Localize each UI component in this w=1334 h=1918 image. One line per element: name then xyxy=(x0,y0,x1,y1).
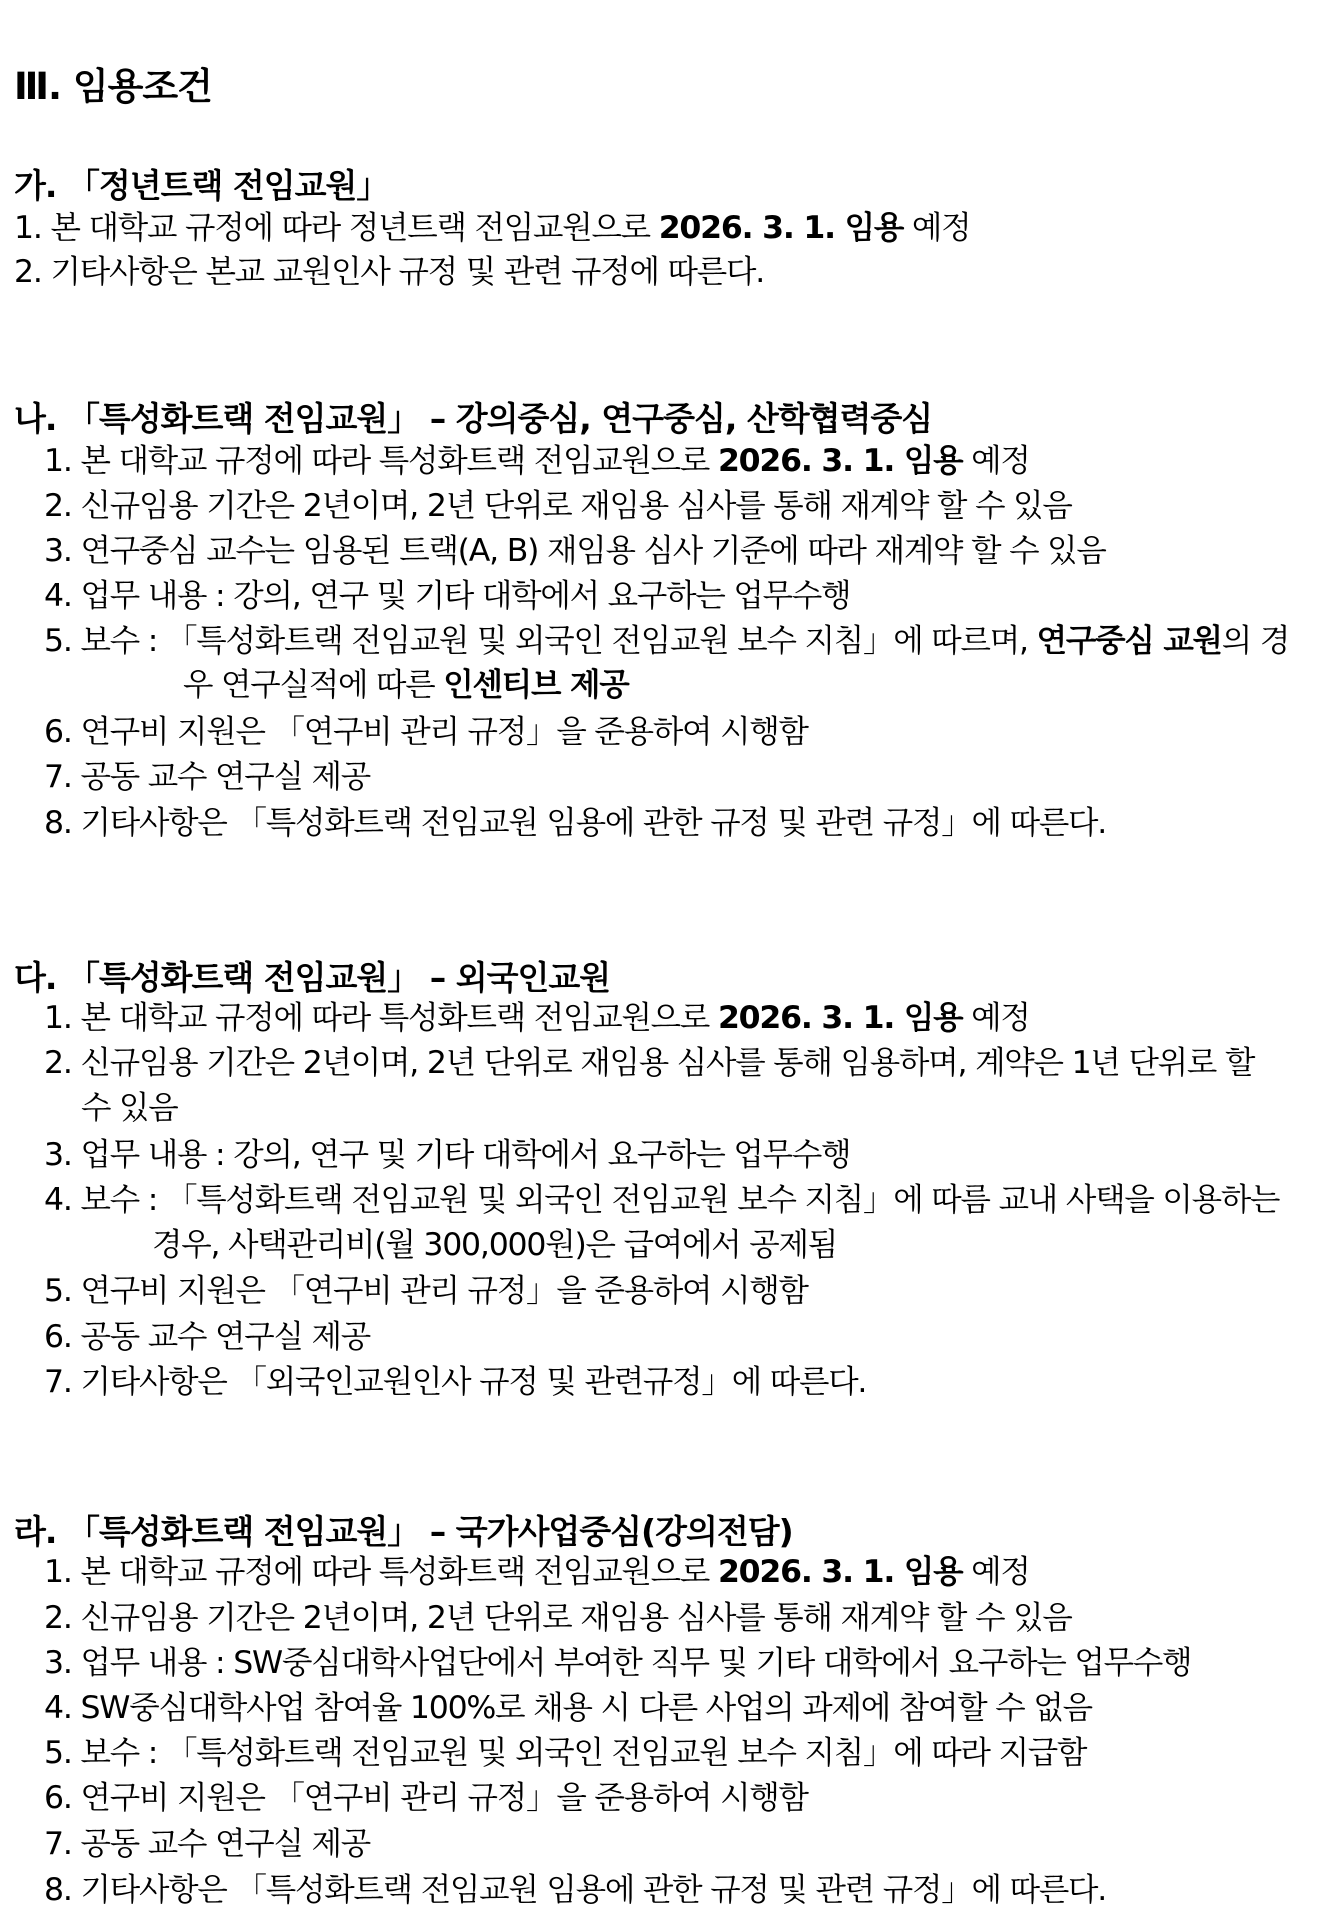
list-item xyxy=(44,488,1072,524)
item-number: 6. xyxy=(44,1780,72,1816)
item-number: 2. xyxy=(44,1600,72,1636)
item-text: SW중심대학사업 참여율 100%로 채용 시 다른 사업의 과제에 참여할 수 없음 xyxy=(80,1690,1092,1726)
list-item xyxy=(44,1690,1092,1726)
item-text: 연구비 지원은 「연구비 관리 규정」을 준용하여 시행함 xyxy=(80,1273,808,1309)
item-text-bold: 2026. 3. 1. 임용 xyxy=(717,443,963,479)
item-number: 4. xyxy=(44,578,72,614)
page-title: Ⅲ. 임용조건 xyxy=(14,65,212,108)
item-number: 7. xyxy=(44,1364,72,1400)
item-text: 기타사항은 「특성화트랙 전임교원 임용에 관한 규정 및 관련 규정」에 따른다. xyxy=(80,1872,1107,1908)
item-number: 4. xyxy=(44,1182,72,1218)
item-text: 신규임용 기간은 2년이며, 2년 단위로 재임용 심사를 통해 임용하며, 계약은 1년 단위로 할 xyxy=(80,1045,1255,1081)
item-text-bold: 인센티브 제공 xyxy=(443,667,629,703)
item-text: 기타사항은 「특성화트랙 전임교원 임용에 관한 규정 및 관련 규정」에 따른다. xyxy=(80,805,1107,841)
item-number: 2. xyxy=(14,254,42,290)
list-item xyxy=(44,1735,1087,1771)
item-text-bold: 2026. 3. 1. 임용 xyxy=(717,1554,963,1590)
item-number: 2. xyxy=(44,1045,72,1081)
list-item xyxy=(44,805,1107,841)
list-item xyxy=(44,443,1030,479)
item-number: 1. xyxy=(44,443,72,479)
item-number: 1. xyxy=(44,1000,72,1036)
item-text: 보수 : 「특성화트랙 전임교원 및 외국인 전임교원 보수 지침」에 따름 교내 사택을 이용하는 xyxy=(80,1182,1280,1218)
item-number: 3. xyxy=(44,1645,72,1681)
item-text-bold: 2026. 3. 1. 임용 xyxy=(717,1000,963,1036)
item-text: 신규임용 기간은 2년이며, 2년 단위로 재임용 심사를 통해 재계약 할 수 있음 xyxy=(80,1600,1072,1636)
item-text: 업무 내용 : SW중심대학사업단에서 부여한 직무 및 기타 대학에서 요구하는 업무수행 xyxy=(80,1645,1192,1681)
item-text: 예정 xyxy=(903,210,971,246)
item-text: 본 대학교 규정에 따라 특성화트랙 전임교원으로 xyxy=(80,1000,718,1036)
list-item xyxy=(44,1319,370,1355)
list-item xyxy=(14,254,765,290)
item-number: 4. xyxy=(44,1690,72,1726)
list-item xyxy=(44,578,851,614)
item-number: 8. xyxy=(44,1872,72,1908)
item-text: 예정 xyxy=(962,443,1030,479)
item-number: 2. xyxy=(44,488,72,524)
section-heading-ga: 가. 「정년트랙 전임교원」 xyxy=(14,166,389,205)
list-item xyxy=(44,1872,1107,1908)
list-item xyxy=(44,623,1290,659)
item-text-bold: 2026. 3. 1. 임용 xyxy=(658,210,904,246)
item-text: 보수 : 「특성화트랙 전임교원 및 외국인 전임교원 보수 지침」에 따라 지급함 xyxy=(80,1735,1087,1771)
item-number: 1. xyxy=(44,1554,72,1590)
item-text: 본 대학교 규정에 따라 정년트랙 전임교원으로 xyxy=(50,210,659,246)
section-heading-da: 다. 「특성화트랙 전임교원」 – 외국인교원 xyxy=(14,958,611,997)
item-number: 5. xyxy=(44,623,72,659)
list-item xyxy=(44,1780,808,1816)
item-number: 8. xyxy=(44,805,72,841)
item-number: 5. xyxy=(44,1273,72,1309)
list-item xyxy=(44,1273,808,1309)
item-number: 1. xyxy=(14,210,42,246)
list-item xyxy=(44,1137,851,1173)
item-text: 기타사항은 「외국인교원인사 규정 및 관련규정」에 따른다. xyxy=(80,1364,867,1400)
item-number: 3. xyxy=(44,1137,72,1173)
item-text: 공동 교수 연구실 제공 xyxy=(80,1826,370,1862)
section-heading-ra: 라. 「특성화트랙 전임교원」 – 국가사업중심(강의전담) xyxy=(14,1512,793,1551)
list-item xyxy=(14,210,971,246)
item-text: 업무 내용 : 강의, 연구 및 기타 대학에서 요구하는 업무수행 xyxy=(80,1137,851,1173)
item-number: 6. xyxy=(44,1319,72,1355)
item-text: 신규임용 기간은 2년이며, 2년 단위로 재임용 심사를 통해 재계약 할 수 있음 xyxy=(80,488,1072,524)
list-item xyxy=(44,759,370,795)
list-item xyxy=(44,1645,1192,1681)
list-item xyxy=(44,1554,1030,1590)
list-item xyxy=(44,714,808,750)
list-item xyxy=(44,1826,370,1862)
item-text: 본 대학교 규정에 따라 특성화트랙 전임교원으로 xyxy=(80,443,718,479)
item-number: 3. xyxy=(44,533,72,569)
list-item xyxy=(44,1000,1030,1036)
item-number: 6. xyxy=(44,714,72,750)
list-item xyxy=(44,1045,1255,1081)
item-text-bold: 연구중심 교원 xyxy=(1036,623,1222,659)
list-item xyxy=(44,1182,1280,1218)
list-item xyxy=(44,1600,1072,1636)
list-item xyxy=(44,533,1106,569)
item-number: 7. xyxy=(44,1826,72,1862)
section-heading-na: 나. 「특성화트랙 전임교원」 – 강의중심, 연구중심, 산학협력중심 xyxy=(14,399,933,438)
item-text: 기타사항은 본교 교원인사 규정 및 관련 규정에 따른다. xyxy=(50,254,765,290)
item-text: 본 대학교 규정에 따라 특성화트랙 전임교원으로 xyxy=(80,1554,718,1590)
item-text: 의 경 xyxy=(1221,623,1290,659)
item-text: 예정 xyxy=(962,1000,1030,1036)
item-number: 5. xyxy=(44,1735,72,1771)
list-item-continuation xyxy=(183,667,629,703)
item-text: 연구중심 교수는 임용된 트랙(A, B) 재임용 심사 기준에 따라 재계약 할 수 있음 xyxy=(80,533,1106,569)
item-text: 연구비 지원은 「연구비 관리 규정」을 준용하여 시행함 xyxy=(80,1780,808,1816)
item-number: 7. xyxy=(44,759,72,795)
item-text: 우 연구실적에 따른 xyxy=(183,667,444,703)
list-item-continuation: 수 있음 xyxy=(81,1090,178,1126)
item-text: 연구비 지원은 「연구비 관리 규정」을 준용하여 시행함 xyxy=(80,714,808,750)
item-text: 보수 : 「특성화트랙 전임교원 및 외국인 전임교원 보수 지침」에 따르며, xyxy=(80,623,1037,659)
list-item-continuation: 경우, 사택관리비(월 300,000원)은 급여에서 공제됨 xyxy=(152,1227,837,1263)
item-text: 예정 xyxy=(962,1554,1030,1590)
list-item xyxy=(44,1364,867,1400)
item-text: 공동 교수 연구실 제공 xyxy=(80,759,370,795)
item-text: 공동 교수 연구실 제공 xyxy=(80,1319,370,1355)
item-text: 업무 내용 : 강의, 연구 및 기타 대학에서 요구하는 업무수행 xyxy=(80,578,851,614)
